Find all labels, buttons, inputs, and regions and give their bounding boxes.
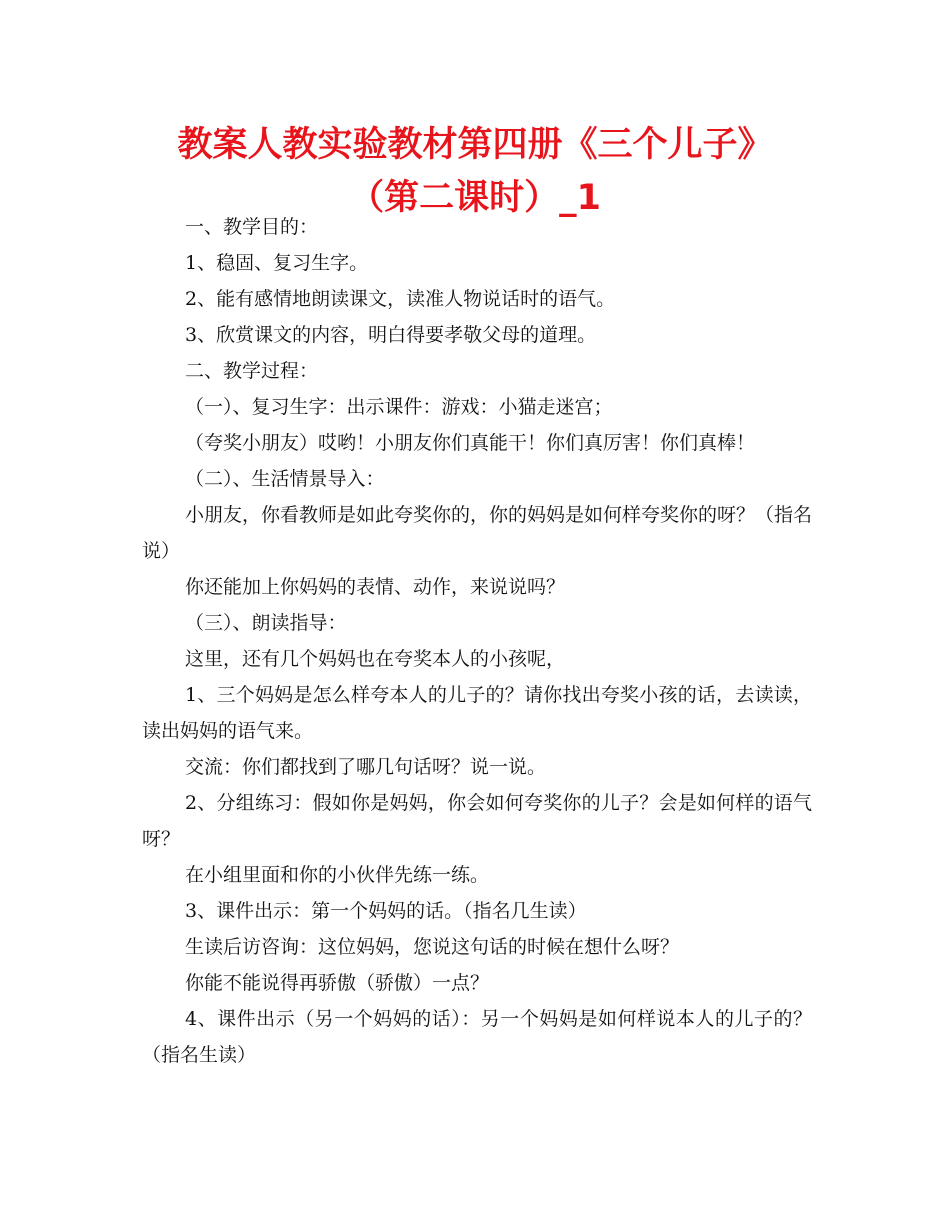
paragraph-goal-3: 3、欣赏课文的内容，明白得要孝敬父母的道理。 <box>185 324 597 346</box>
document-title-line-1: 教案人教实验教材第四册《三个儿子》 <box>177 125 773 165</box>
paragraph-interview: 生读后访咨询：这位妈妈，您说这句话的时候在想什么呀？ <box>185 936 680 958</box>
paragraph-teaching-process-heading: 二、教学过程： <box>185 360 319 382</box>
paragraph-teacher-praise: 小朋友，你看教师是如此夸奖你的，你的妈妈是如何样夸奖你的呀？（指名说） <box>142 504 813 562</box>
paragraph-section-3: （三）、朗读指导： <box>185 612 347 634</box>
document-title-line-2: （第二课时）_1 <box>349 178 601 218</box>
paragraph-step-4: 4、课件出示（另一个妈妈的话）：另一个妈妈是如何样说本人的儿子的？（指名生读） <box>142 1008 812 1066</box>
paragraph-group-practice: 在小组里面和你的小伙伴先练一练。 <box>185 864 490 886</box>
paragraph-exchange: 交流：你们都找到了哪几句话呀？说一说。 <box>185 756 547 778</box>
paragraph-mothers-praise: 这里，还有几个妈妈也在夸奖本人的小孩呢， <box>185 648 566 670</box>
paragraph-praise-children: （夸奖小朋友）哎哟！小朋友你们真能干！你们真厉害！你们真棒！ <box>185 432 756 454</box>
paragraph-section-1: （一）、复习生字：出示课件：游戏：小猫走迷宫； <box>185 396 613 418</box>
paragraph-step-2: 2、分组练习：假如你是妈妈，你会如何夸奖你的儿子？会是如何样的语气呀？ <box>142 792 812 850</box>
paragraph-step-3: 3、课件出示：第一个妈妈的话。（指名几生读） <box>185 900 587 922</box>
paragraph-expression-action: 你还能加上你妈妈的表情、动作，来说说吗？ <box>185 576 566 598</box>
paragraph-prouder: 你能不能说得再骄傲（骄傲）一点？ <box>185 972 490 994</box>
paragraph-step-1: 1、三个妈妈是怎么样夸本人的儿子的？请你找出夸奖小孩的话，去读读，读出妈妈的语气来。 <box>142 684 812 742</box>
paragraph-goal-2: 2、能有感情地朗读课文，读准人物说话时的语气。 <box>185 288 616 310</box>
paragraph-goal-1: 1、稳固、复习生字。 <box>185 252 369 274</box>
paragraph-section-2: （二）、生活情景导入： <box>185 468 385 490</box>
document-body <box>142 209 812 1073</box>
paragraph-teaching-goals-heading: 一、教学目的： <box>185 216 319 238</box>
